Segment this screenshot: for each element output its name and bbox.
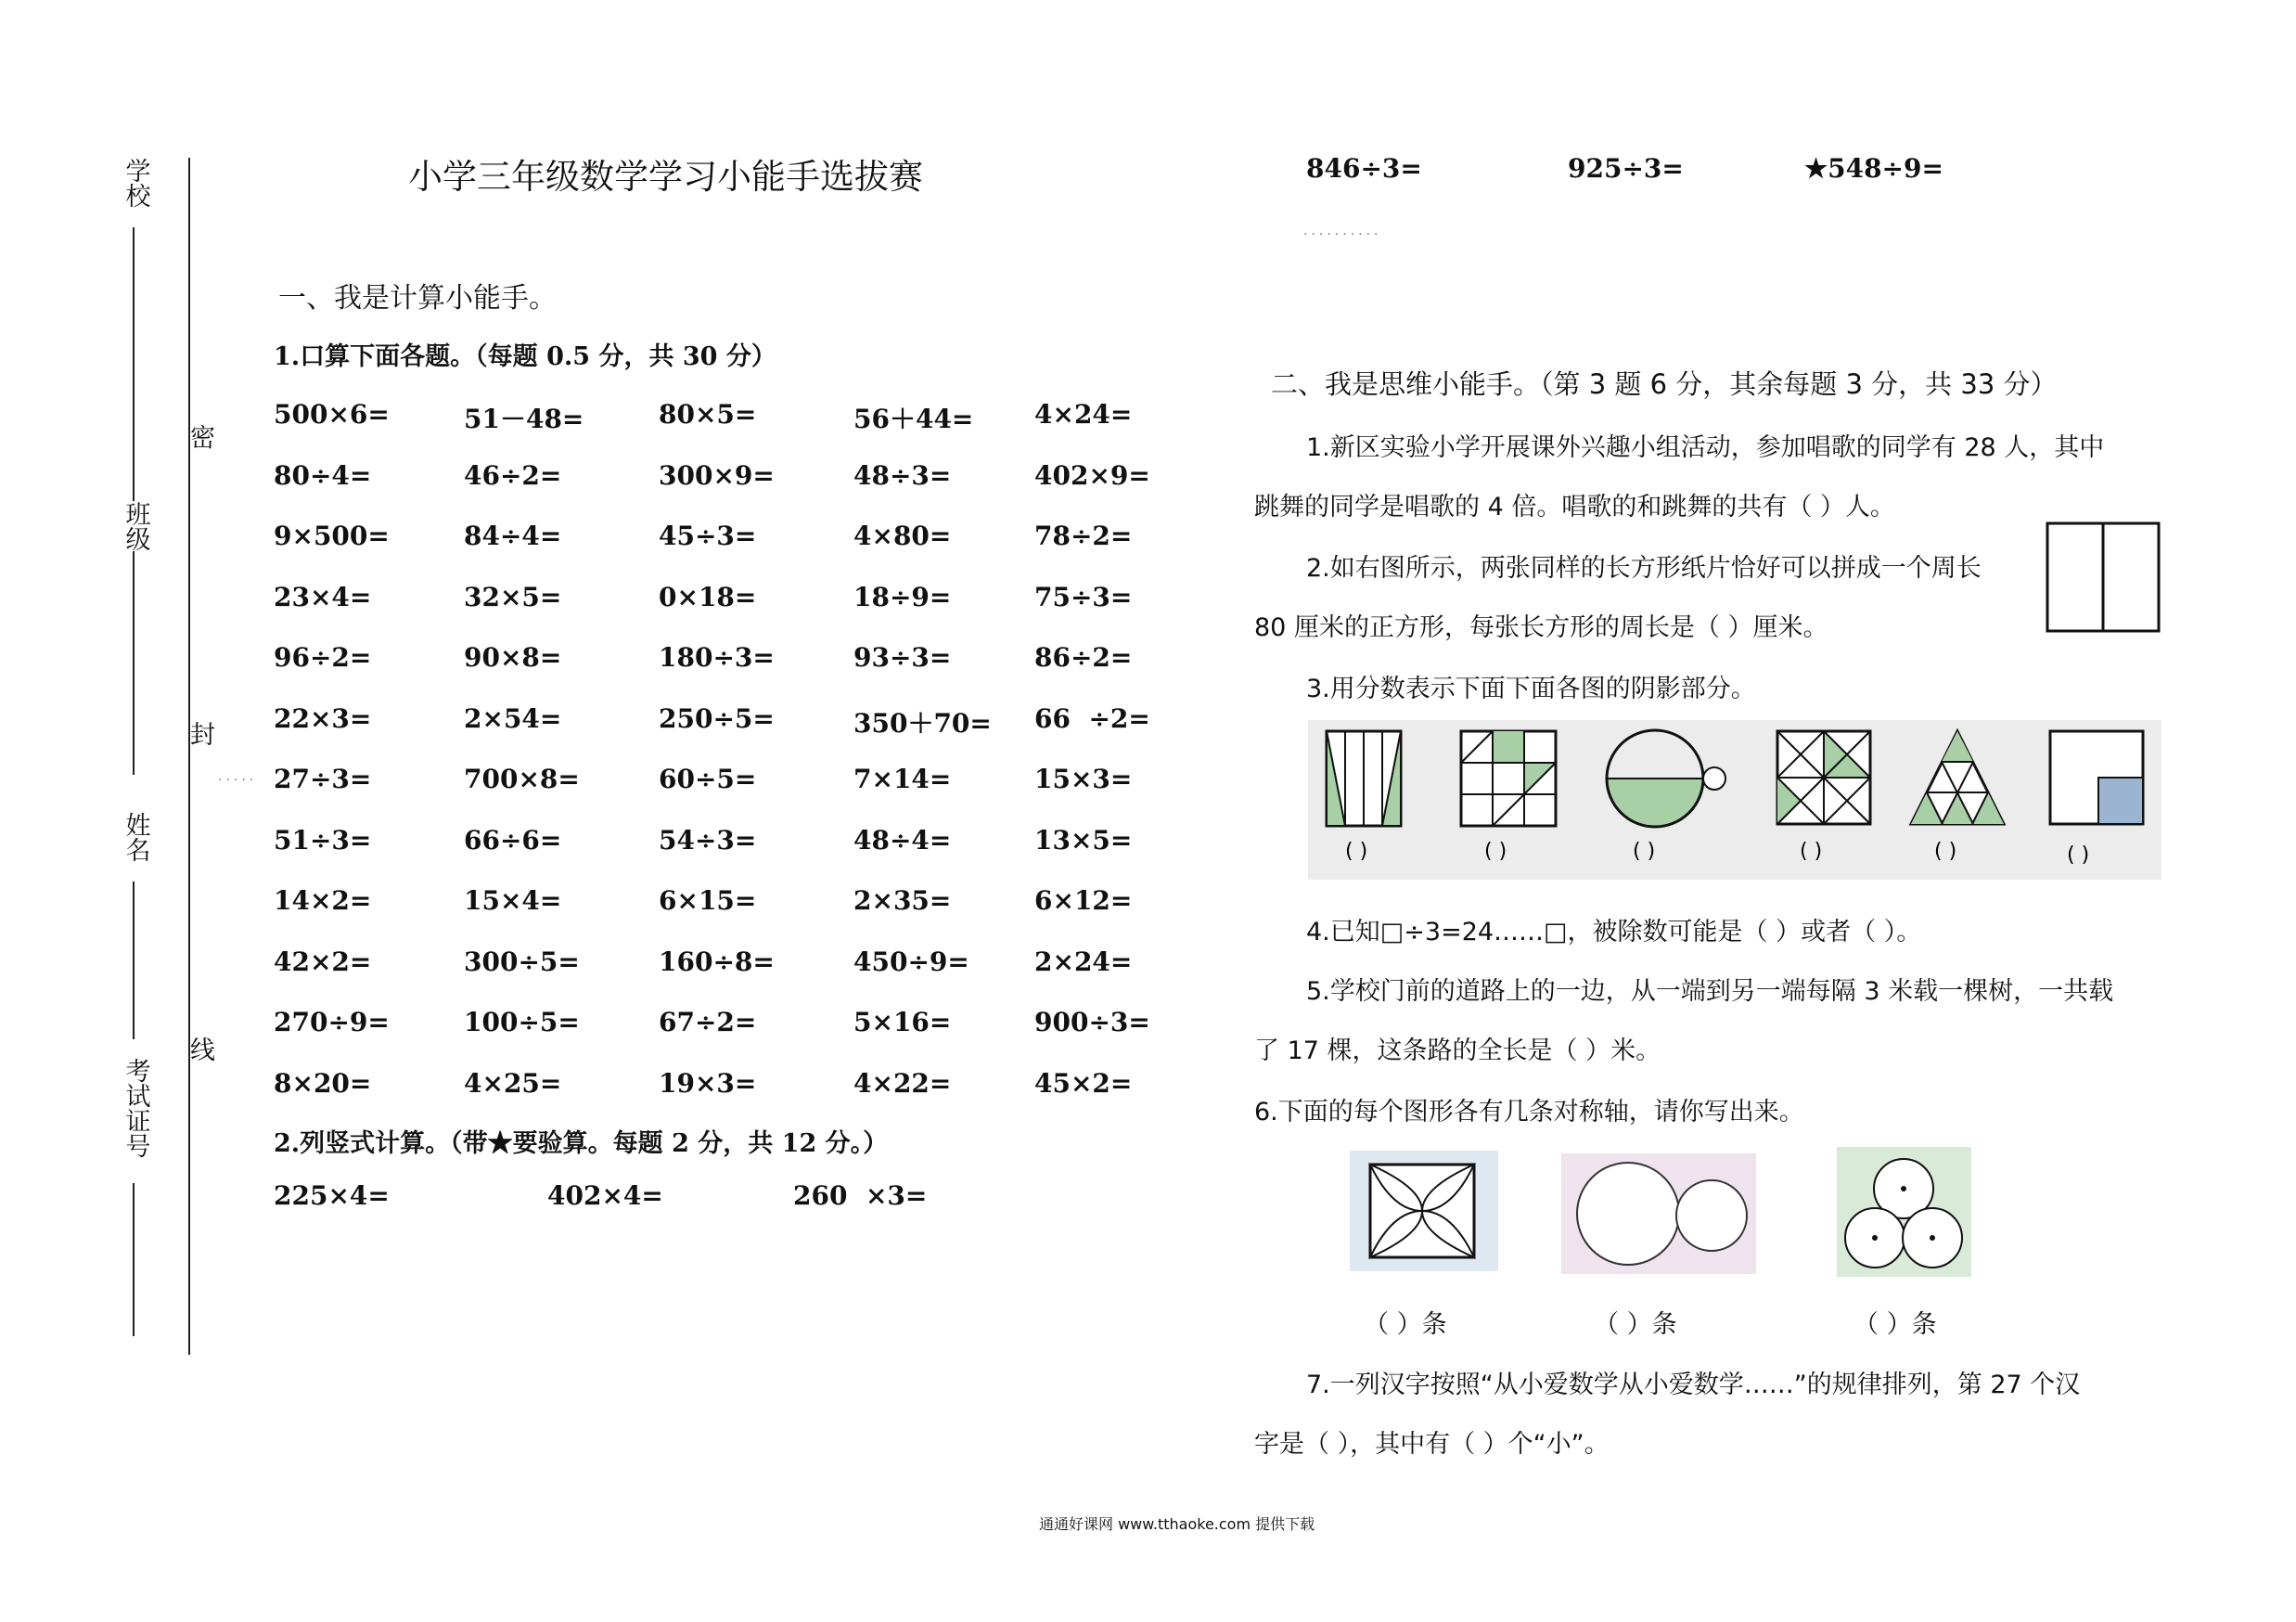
mental-math-problem: 90×8= xyxy=(464,642,562,673)
mental-math-problem: 23×4= xyxy=(274,581,372,612)
mental-math-problem: 22×3= xyxy=(274,702,372,734)
vertical-problem-2: 402×4= xyxy=(547,1180,663,1211)
mental-math-problem: 0×18= xyxy=(659,581,757,612)
fraction-fig-4 xyxy=(1777,731,1870,824)
name-label-text: 姓名 xyxy=(121,812,150,862)
mental-math-problem: 2×54= xyxy=(464,702,562,734)
vertical-problem-4: 846÷3= xyxy=(1306,153,1422,184)
vertical-problem-6: ★548÷9= xyxy=(1804,153,1943,184)
mental-math-problem: 13×5= xyxy=(1034,824,1133,856)
mental-math-problem: 48÷3= xyxy=(853,459,952,491)
fraction-fig-6 xyxy=(2050,731,2143,824)
binding-line xyxy=(188,158,190,1355)
mental-math-problem: 75÷3= xyxy=(1034,581,1133,612)
mental-math-problem: 46÷2= xyxy=(464,459,562,491)
mental-math-problem: 300×9= xyxy=(659,459,775,491)
mental-math-problem: 180÷3= xyxy=(659,642,775,673)
mental-math-problem: 80×5= xyxy=(659,399,757,430)
mental-math-problem: 51÷3= xyxy=(274,824,372,856)
symmetry-fig-two-circles xyxy=(1561,1153,1756,1274)
mental-math-problem: 5×16= xyxy=(853,1007,952,1037)
fraction-fig-1 xyxy=(1327,731,1401,826)
symmetry-fig-petals xyxy=(1350,1151,1498,1271)
mental-math-problem: 4×25= xyxy=(464,1067,562,1099)
s2-q5-line1: 5.学校门前的道路上的一边，从一端到另一端每隔 3 米载一棵树，一共载 xyxy=(1306,977,2114,1006)
mental-math-problem: 18÷9= xyxy=(853,581,952,612)
seal-char-feng: 封 xyxy=(190,721,215,750)
s2-q6: 6.下面的每个图形各有几条对称轴，请你写出来。 xyxy=(1254,1098,1804,1126)
mental-math-problem: 350＋70= xyxy=(853,707,992,739)
mental-math-problem: 54÷3= xyxy=(659,824,757,856)
section1-heading: 一、我是计算小能手。 xyxy=(278,282,557,315)
exam-id-label xyxy=(121,1058,150,1165)
mental-math-problem: 500×6= xyxy=(274,399,390,430)
work-area-dots: ·········· xyxy=(1303,227,1382,242)
q3-blank-4[interactable]: ( ) xyxy=(1800,840,1823,863)
s2-q1-line2: 跳舞的同学是唱歌的 4 倍。唱歌的和跳舞的共有（ ）人。 xyxy=(1254,493,1895,521)
mental-math-problem: 300÷5= xyxy=(464,946,580,977)
fraction-fig-2 xyxy=(1461,731,1556,826)
class-label xyxy=(121,501,150,558)
mental-math-problem: 80÷4= xyxy=(274,459,372,491)
name-underline xyxy=(133,882,135,1039)
mental-math-problem: 78÷2= xyxy=(1034,521,1133,551)
mental-math-problem: 8×20= xyxy=(274,1067,372,1099)
seal-char-mi: 密 xyxy=(190,424,215,453)
s2-q1-line1: 1.新区实验小学开展课外兴趣小组活动，参加唱歌的同学有 28 人，其中 xyxy=(1306,433,2105,462)
s2-q7-line2: 字是（ ），其中有（ ）个“小”。 xyxy=(1254,1430,1610,1459)
mental-math-problem: 9×500= xyxy=(274,521,390,551)
mental-math-problem: 4×80= xyxy=(853,521,952,551)
q1-instruction: 1.口算下面各题。（每题 0.5 分，共 30 分） xyxy=(274,342,776,371)
mental-math-problem: 32×5= xyxy=(464,581,562,612)
exam-id-label-text: 考试证号 xyxy=(121,1058,150,1158)
mental-math-problem: 4×24= xyxy=(1034,399,1133,430)
mental-math-problem: 2×35= xyxy=(853,885,952,916)
mental-math-problem: 15×3= xyxy=(1034,764,1133,794)
mental-math-problem: 84÷4= xyxy=(464,521,562,551)
mental-math-problem: 42×2= xyxy=(274,946,372,977)
class-label-text: 班级 xyxy=(121,501,150,551)
mental-math-problem: 450÷9= xyxy=(853,946,969,977)
q3-blank-2[interactable]: ( ) xyxy=(1484,840,1507,863)
mental-math-problem: 100÷5= xyxy=(464,1007,580,1037)
mental-math-problem: 66 ÷2= xyxy=(1034,702,1150,734)
mental-math-problem: 56＋44= xyxy=(853,404,974,434)
mental-math-problem: 14×2= xyxy=(274,885,372,916)
q6-blank-3[interactable]: （ ）条 xyxy=(1853,1310,1937,1339)
s2-q2-line2: 80 厘米的正方形，每张长方形的周长是（ ）厘米。 xyxy=(1254,613,1828,642)
mental-math-problem: 66÷6= xyxy=(464,824,562,856)
mental-math-problem: 67÷2= xyxy=(659,1007,757,1037)
seal-char-xian: 线 xyxy=(190,1036,215,1065)
mental-math-problem: 2×24= xyxy=(1034,946,1133,977)
mental-math-problem: 51－48= xyxy=(464,404,584,434)
mental-math-problem: 270÷9= xyxy=(274,1007,390,1037)
mental-math-problem: 86÷2= xyxy=(1034,642,1133,673)
school-label-text: 学校 xyxy=(121,158,150,208)
seal-dots: ····· xyxy=(218,773,258,788)
vertical-problem-5: 925÷3= xyxy=(1568,153,1684,184)
mental-math-problem: 6×12= xyxy=(1034,885,1133,916)
fraction-figures-strip xyxy=(1308,720,2161,880)
mental-math-problem: 96÷2= xyxy=(274,642,372,673)
q3-blank-1[interactable]: ( ) xyxy=(1345,840,1368,863)
mental-math-problem: 900÷3= xyxy=(1034,1007,1150,1037)
mental-math-problem: 93÷3= xyxy=(853,642,952,673)
section2-heading xyxy=(1271,364,2058,402)
school-label xyxy=(121,158,150,214)
mental-math-problem: 402×9= xyxy=(1034,459,1150,491)
mental-math-problem: 4×22= xyxy=(853,1067,952,1099)
q3-blank-3[interactable]: ( ) xyxy=(1633,840,1656,863)
mental-math-problem: 250÷5= xyxy=(659,702,775,734)
mental-math-problem: 60÷5= xyxy=(659,764,757,794)
symmetry-fig-three-circles xyxy=(1837,1147,1971,1277)
s2-q7-line1: 7.一列汉字按照“从小爱数学从小爱数学……”的规律排列，第 27 个汉 xyxy=(1306,1371,2081,1399)
section2-heading-text: 二、我是思维小能手。（第 3 题 6 分，其余每题 3 分，共 33 分） xyxy=(1271,368,2058,400)
q3-blank-5[interactable]: ( ) xyxy=(1934,840,1957,863)
mental-math-problem: 27÷3= xyxy=(274,764,372,794)
q6-blank-2[interactable]: （ ）条 xyxy=(1594,1310,1677,1339)
q3-blank-6[interactable]: ( ) xyxy=(2067,843,2090,867)
page-title: 小学三年级数学学习小能手选拔赛 xyxy=(408,157,923,197)
mental-math-problem: 19×3= xyxy=(659,1067,757,1099)
q6-blank-1[interactable]: （ ）条 xyxy=(1364,1310,1447,1339)
q2-instruction: 2.列竖式计算。（带★要验算。每题 2 分，共 12 分。） xyxy=(274,1129,889,1158)
mental-math-problem: 6×15= xyxy=(659,885,757,916)
footer-source: 通通好课网 www.tthaoke.com 提供下载 xyxy=(1039,1515,1315,1533)
square-two-rectangles-figure xyxy=(2046,521,2161,635)
mental-math-problem: 48÷4= xyxy=(853,824,952,856)
mental-math-problem: 7×14= xyxy=(853,764,952,794)
name-label xyxy=(121,812,150,869)
vertical-problem-1: 225×4= xyxy=(274,1180,390,1211)
s2-q4: 4.已知□÷3=24……□，被除数可能是（ ）或者（ ）。 xyxy=(1306,918,1922,946)
exam-id-underline xyxy=(133,1183,135,1336)
mental-math-problem: 160÷8= xyxy=(659,946,775,977)
vertical-problem-3: 260 ×3= xyxy=(793,1180,928,1211)
s2-q3: 3.用分数表示下面下面各图的阴影部分。 xyxy=(1306,675,1756,703)
mental-math-problem: 15×4= xyxy=(464,885,562,916)
s2-q5-line2: 了 17 棵，这条路的全长是（ ）米。 xyxy=(1254,1036,1661,1065)
s2-q2-line1: 2.如右图所示，两张同样的长方形纸片恰好可以拼成一个周长 xyxy=(1306,554,1982,583)
mental-math-problem: 45÷3= xyxy=(659,521,757,551)
mental-math-problem: 700×8= xyxy=(464,764,580,794)
mental-math-problem: 45×2= xyxy=(1034,1067,1133,1099)
